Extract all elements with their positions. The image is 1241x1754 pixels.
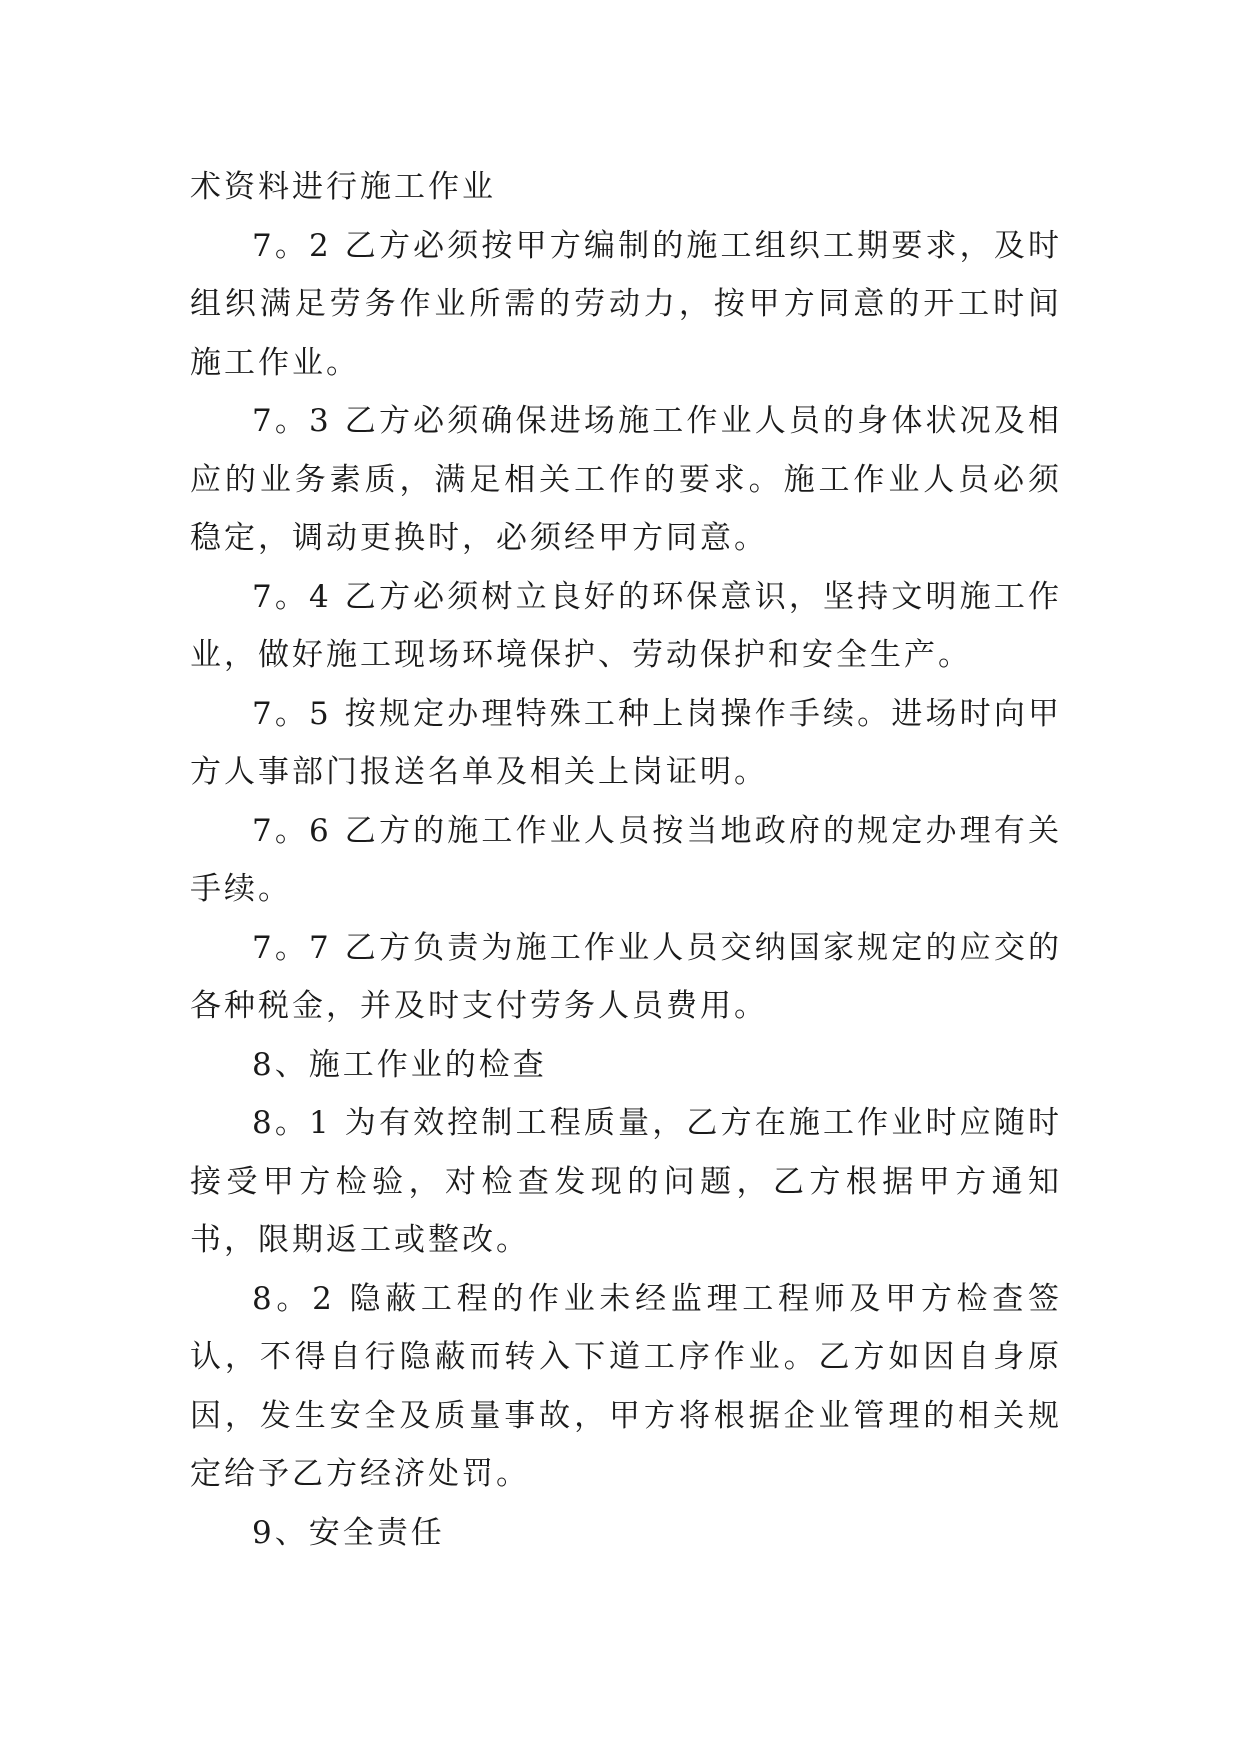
paragraph-7-3: 7。3 乙方必须确保进场施工作业人员的身体状况及相应的业务素质，满足相关工作的要求。施工作业人员必须稳定，调动更换时，必须经甲方同意。: [190, 403, 1062, 556]
paragraph-8-2: 8。2 隐蔽工程的作业未经监理工程师及甲方检查签认，不得自行隐蔽而转入下道工序作业。乙方如因自身原因，发生安全及质量事故，甲方将根据企业管理的相关规定给予乙方经济处罚。: [190, 1280, 1062, 1492]
section-heading-8: 8、施工作业的检查: [252, 1046, 547, 1083]
paragraph-7-5: 7。5 按规定办理特殊工种上岗操作手续。进场时向甲方人事部门报送名单及相关上岗证明。: [190, 695, 1062, 790]
paragraph-8-1: 8。1 为有效控制工程质量，乙方在施工作业时应随时接受甲方检验，对检查发现的问题，乙方根据甲方通知书，限期返工或整改。: [190, 1105, 1062, 1258]
paragraph-7-2: 7。2 乙方必须按甲方编制的施工组织工期要求，及时组织满足劳务作业所需的劳动力，按甲方同意的开工时间施工作业。: [190, 227, 1062, 381]
paragraph-continuation: 术资料进行施工作业: [190, 169, 496, 205]
document-body: [190, 158, 1062, 1562]
section-heading-9: 9、安全责任: [252, 1514, 445, 1551]
paragraph-7-7: 7。7 乙方负责为施工作业人员交纳国家规定的应交的各种税金，并及时支付劳务人员费用。: [190, 929, 1062, 1024]
paragraph-7-4: 7。4 乙方必须树立良好的环保意识，坚持文明施工作业，做好施工现场环境保护、劳动保护和安全生产。: [190, 578, 1062, 673]
paragraph-7-6: 7。6 乙方的施工作业人员按当地政府的规定办理有关手续。: [190, 812, 1062, 907]
